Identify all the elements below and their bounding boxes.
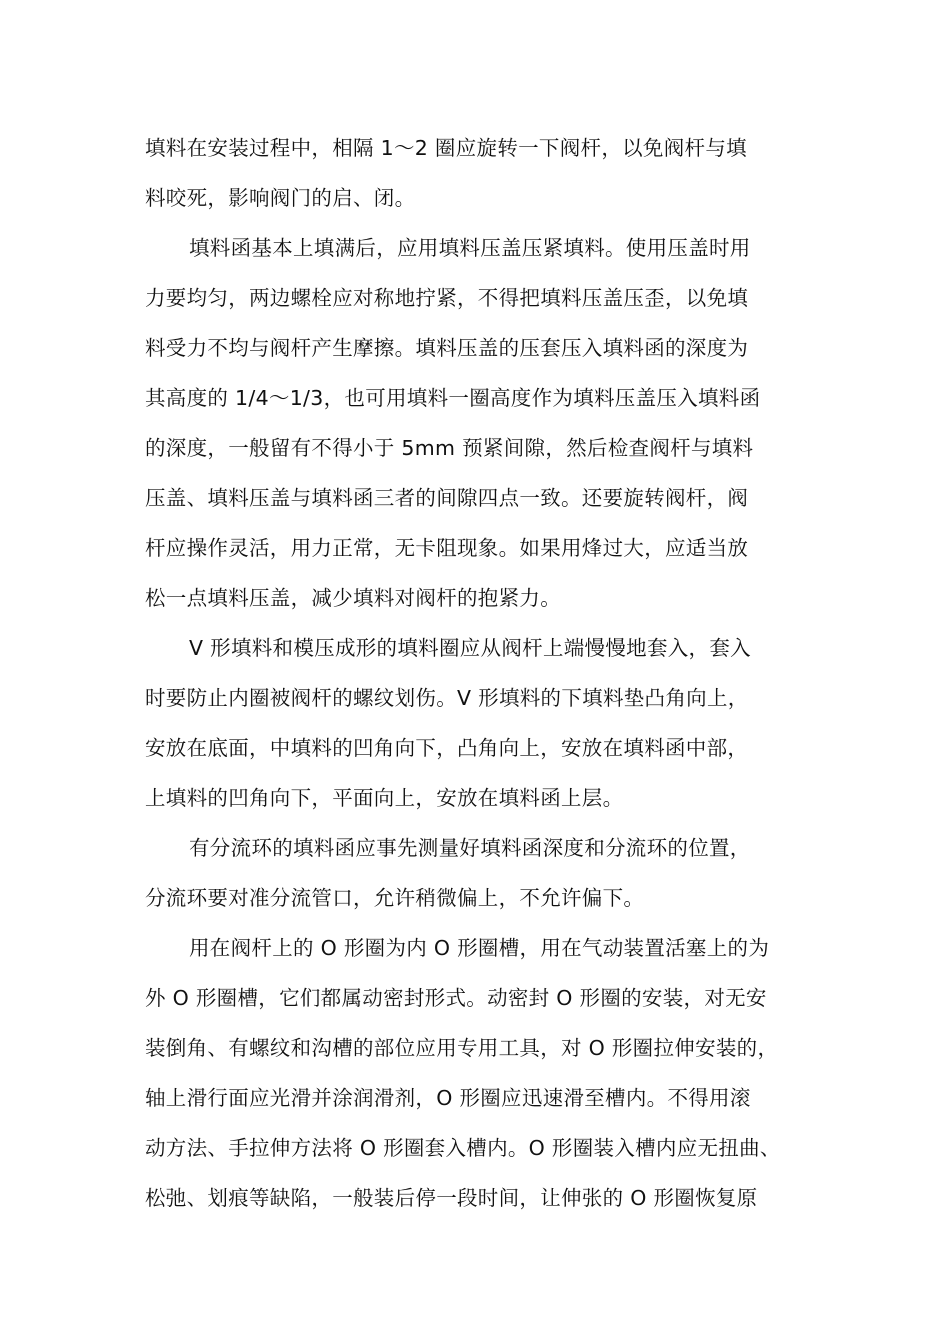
text-line: 分流环要对准分流管口，允许稍微偏上，不允许偏下。	[145, 886, 645, 910]
text-line: 填料在安装过程中，相隔 1～2 圈应旋转一下阀杆，以免阀杆与填	[145, 136, 747, 160]
text-line: 松一点填料压盖，减少填料对阀杆的抱紧力。	[145, 586, 561, 610]
text-line: 时要防止内圈被阀杆的螺纹划伤。V 形填料的下填料垫凸角向上，	[145, 686, 749, 710]
text-line: 松弛、划痕等缺陷，一般装后停一段时间，让伸张的 O 形圈恢复原	[145, 1186, 758, 1210]
text-line: 其高度的 1/4～1/3，也可用填料一圈高度作为填料压盖压入填料函	[145, 386, 761, 410]
paragraph-start-line: 有分流环的填料函应事先测量好填料函深度和分流环的位置，	[189, 836, 751, 860]
paragraph-start-line: V 形填料和模压成形的填料圈应从阀杆上端慢慢地套入，套入	[189, 636, 751, 660]
paragraph-start-line: 用在阀杆上的 O 形圈为内 O 形圈槽，用在气动装置活塞上的为	[189, 936, 770, 960]
text-line: 杆应操作灵活，用力正常，无卡阻现象。如果用烽过大，应适当放	[145, 536, 749, 560]
text-line: 外 O 形圈槽，它们都属动密封形式。动密封 O 形圈的安装，对无安	[145, 986, 767, 1010]
text-line: 轴上滑行面应光滑并涂润滑剂，O 形圈应迅速滑至槽内。不得用滚	[145, 1086, 751, 1110]
text-line: 装倒角、有螺纹和沟槽的部位应用专用工具，对 O 形圈拉伸安装的，	[145, 1036, 779, 1060]
text-line: 的深度，一般留有不得小于 5mm 预紧间隙，然后检查阀杆与填料	[145, 436, 754, 460]
text-line: 动方法、手拉伸方法将 O 形圈套入槽内。O 形圈装入槽内应无扭曲、	[145, 1136, 781, 1160]
paragraph-start-line: 填料函基本上填满后，应用填料压盖压紧填料。使用压盖时用	[189, 236, 751, 260]
text-line: 压盖、填料压盖与填料函三者的间隙四点一致。还要旋转阀杆，阀	[145, 486, 749, 510]
text-line: 安放在底面，中填料的凹角向下，凸角向上，安放在填料函中部，	[145, 736, 749, 760]
text-line: 力要均匀，两边螺栓应对称地拧紧，不得把填料压盖压歪，以免填	[145, 286, 749, 310]
text-line: 料受力不均与阀杆产生摩擦。填料压盖的压套压入填料函的深度为	[145, 336, 749, 360]
text-line: 上填料的凹角向下，平面向上，安放在填料函上层。	[145, 786, 624, 810]
text-line: 料咬死，影响阀门的启、闭。	[145, 186, 416, 210]
